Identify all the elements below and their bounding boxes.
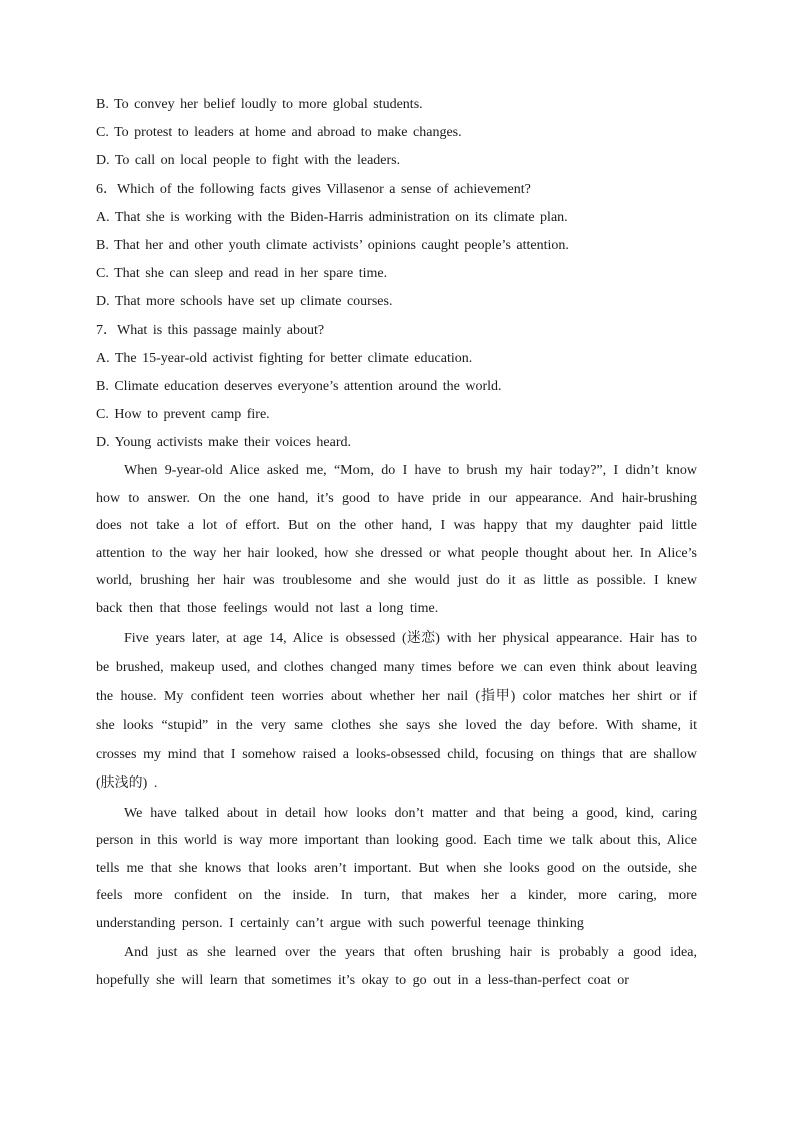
question-stem: 6．Which of the following facts gives Villasenor a sense of achievement? [96,182,531,197]
question-option: C. That she can sleep and read in her spare time. [96,266,388,281]
passage-paragraph: And just as she learned over the years that often brushing hair is probably a good idea, hopefully she will learn that sometimes it’s okay to go out in a less-than-perfect coat or [96,944,697,988]
question-option: A. The 15-year-old activist fighting for better climate education. [96,351,473,366]
reading-passage [96,457,697,995]
passage-paragraph: We have talked about in detail how looks don’t matter and that being a good, kind, caring person in this world is way more important than looking good. Each time we talk about this, Alice tells me that she knows that looks aren’t important. But when she looks good on the outside, she feels more confident on the inside. In turn, that makes her a kinder, more caring, more understanding person. I certainly can’t argue with such powerful teenage thinking [96,805,697,931]
passage-paragraph: Five years later, at age 14, Alice is obsessed (迷恋) with her physical appearance. Hair has to be brushed, makeup used, and clothes changed many times before we can even think about leaving the house. My confident teen worries about whether her nail (指甲) color matches her shirt or if she looks “stupid” in the very same clothes she says she loved the day before. With shame, it crosses my mind that I somehow raised a looks-obsessed child, focusing on things that are shallow (肤浅的) . [96,630,697,791]
question-5-options [96,91,697,175]
question-option: D. That more schools have set up climate courses. [96,294,393,309]
page-content [96,91,697,995]
question-7 [96,316,697,457]
question-option: B. Climate education deserves everyone’s attention around the world. [96,379,502,394]
passage-paragraph: When 9-year-old Alice asked me, “Mom, do I have to brush my hair today?”, I didn’t know how to answer. On the one hand, it’s good to have pride in our appearance. And hair-brushing does not take a lot of effort. But on the other hand, I was happy that my daughter paid little attention to the way her hair looked, how she dressed or what people thought about her. In Alice’s world, brushing her hair was troublesome and she would just do it as little as possible. I knew back then that those feelings would not last a long time. [96,463,697,616]
question-stem: 7．What is this passage mainly about? [96,323,325,338]
question-option: B. To convey her belief loudly to more global students. [96,97,423,112]
question-option: D. Young activists make their voices heard. [96,435,352,450]
question-6 [96,175,697,316]
question-option: B. That her and other youth climate activists’ opinions caught people’s attention. [96,238,569,253]
question-option: C. To protest to leaders at home and abroad to make changes. [96,125,462,140]
question-option: C. How to prevent camp fire. [96,407,270,422]
question-option: A. That she is working with the Biden-Harris administration on its climate plan. [96,210,568,225]
question-option: D. To call on local people to fight with the leaders. [96,153,401,168]
